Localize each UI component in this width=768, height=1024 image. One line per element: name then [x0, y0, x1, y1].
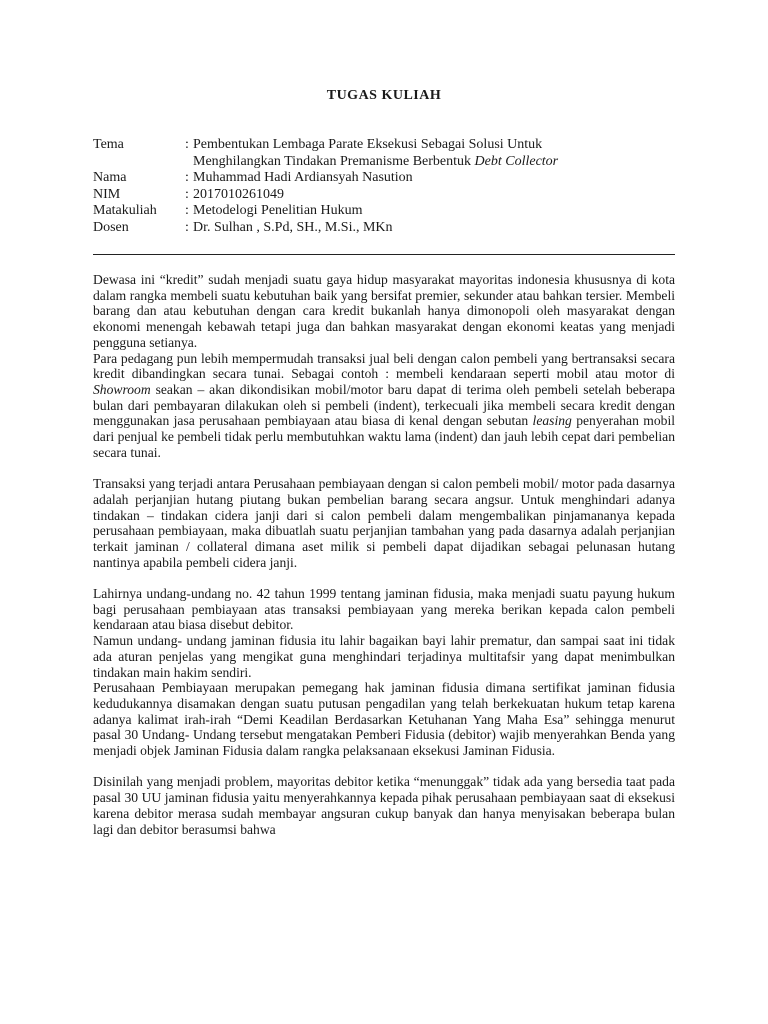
meta-row-nim [93, 187, 683, 204]
document-title: TUGAS KULIAH [326, 88, 442, 103]
paragraph-5: Namun undang- undang jaminan fidusia itu lahir bagaikan bayi lahir prematur, dan sampai saat ini tidak ada aturan penjelas yang mengikat guna menghindari terjadinya multitafsir yang dapat menimbulkan tindakan main hakim sendiri. [93, 633, 675, 680]
paragraph-2-text-e: penyerahan mobil dari penjual ke pembeli tidak perlu membutuhkan waktu lama (indent) dan jauh lebih cepat dari pembelian secara tunai. [93, 413, 675, 460]
meta-row-tema [93, 137, 683, 170]
metadata-block [93, 137, 683, 236]
meta-label-matakuliah: Matakuliah [93, 203, 157, 218]
paragraph-3: Transaksi yang terjadi antara Perusahaan pembiayaan dengan si calon pembeli mobil/ motor pada dasarnya adalah perjanjian hutang piutang bukan pembelian barang secara angsur. Untuk menghindari adanya tindakan – tindakan cidera janji dari si calon pembeli dalam mengembalikan pinjamananya kepada perusahaan pembiayaan, maka dibuatlah suatu perjanjian tambahan yang pada dasarnya adalah perjanjian terkait jaminan / collateral dimana aset milik si pembeli dapat dijadikan sebagai pelunasan hutang nantinya apabila pembeli cidera janji. [93, 476, 675, 570]
meta-separator: : [185, 203, 189, 218]
document-body [93, 272, 675, 837]
paragraph-2-text-a: Para pedagang pun lebih mempermudah transaksi jual beli dengan calon pembeli yang bertransaksi secara kredit dibandingkan secara tunai. Sebagai contoh : membeli kendaraan seperti mobil atau motor di [93, 350, 675, 382]
paragraph-2-italic-showroom: Showroom [93, 381, 151, 397]
meta-separator: : [185, 137, 189, 152]
meta-label-tema: Tema [93, 137, 124, 152]
paragraph-2-italic-leasing: leasing [532, 413, 572, 429]
horizontal-divider [93, 254, 675, 255]
meta-row-matakuliah [93, 203, 683, 220]
paragraph-6: Perusahaan Pembiayaan merupakan pemegang hak jaminan fidusia dimana sertifikat jaminan fidusia kedudukannya disamakan dengan suatu putusan pengadilan yang telah berkekuatan hukum tetap karena adanya kalimat irah-irah “Demi Keadilan Berdasarkan Ketuhanan Yang Maha Esa” sehingga menurut pasal 30 Undang- Undang tersebut mengatakan Pemberi Fidusia (debitor) wajib menyerahkan Benda yang menjadi objek Jaminan Fidusia dalam rangka pelaksanaan eksekusi Jaminan Fidusia. [93, 680, 675, 759]
meta-separator: : [185, 186, 189, 202]
meta-separator: : [185, 219, 189, 235]
tema-line-2: Menghilangkan Tindakan Premanisme Berbentuk [193, 153, 475, 169]
tema-italic-term: Debt Collector [474, 153, 559, 169]
paragraph-4: Lahirnya undang-undang no. 42 tahun 1999 tentang jaminan fidusia, maka menjadi suatu payung hukum bagi perusahaan pembiayaan atas transaksi pembiayaan yang mereka berikan kepada calon pembeli kendaraan atau biasa disebut debitor. [93, 586, 675, 633]
meta-label-nim: NIM [93, 186, 121, 202]
paragraph-2 [93, 351, 675, 461]
paragraph-2-text-c: seakan – akan dikondisikan mobil/motor baru dapat di terima oleh pembeli setelah beberapa bulan dari pembayaran dilakukan oleh si pembeli (indent), terkecuali jika membeli secara kredit dengan menggunakan jasa perusahaan pembiayaan atau biasa di kenal dengan sebutan [93, 381, 675, 429]
meta-value-matakuliah: Metodelogi Penelitian Hukum [193, 203, 363, 218]
meta-label-nama: Nama [93, 170, 127, 185]
paragraph-7: Disinilah yang menjadi problem, mayoritas debitor ketika “menunggak” tidak ada yang bersedia taat pada pasal 30 UU jaminan fidusia yaitu menyerahkannya kepada pihak perusahaan pembiayaan saat di eksekusi karena debitor merasa sudah membayar angsuran cukup banyak dan hanya menyisakan beberapa bulan lagi dan debitor berasumsi bahwa [93, 774, 675, 837]
meta-value-nama: Muhammad Hadi Ardiansyah Nasution [193, 170, 413, 185]
meta-label-dosen: Dosen [93, 219, 129, 235]
tema-line-1: Pembentukan Lembaga Parate Eksekusi Sebagai Solusi Untuk [193, 137, 543, 152]
meta-value-dosen: Dr. Sulhan , S.Pd, SH., M.Si., MKn [193, 219, 393, 235]
meta-value-nim: 2017010261049 [193, 186, 284, 202]
meta-row-nama [93, 170, 683, 187]
meta-row-dosen [93, 220, 683, 237]
meta-separator: : [185, 170, 189, 185]
meta-value-tema [193, 137, 683, 170]
paragraph-1: Dewasa ini “kredit” sudah menjadi suatu gaya hidup masyarakat mayoritas indonesia khususnya di kota dalam rangka membeli suatu kebutuhan baik yang bersifat premier, sekunder atau bahkan tersier. Membeli barang dan atau kebutuhan dengan cara kredit bukanlah hanya dimonopoli oleh masyarakat dengan ekonomi menengah kebawah tetapi juga dan bahkan masyarakat dengan ekonomi keatas yang menjadi pengguna setianya. [93, 272, 675, 350]
